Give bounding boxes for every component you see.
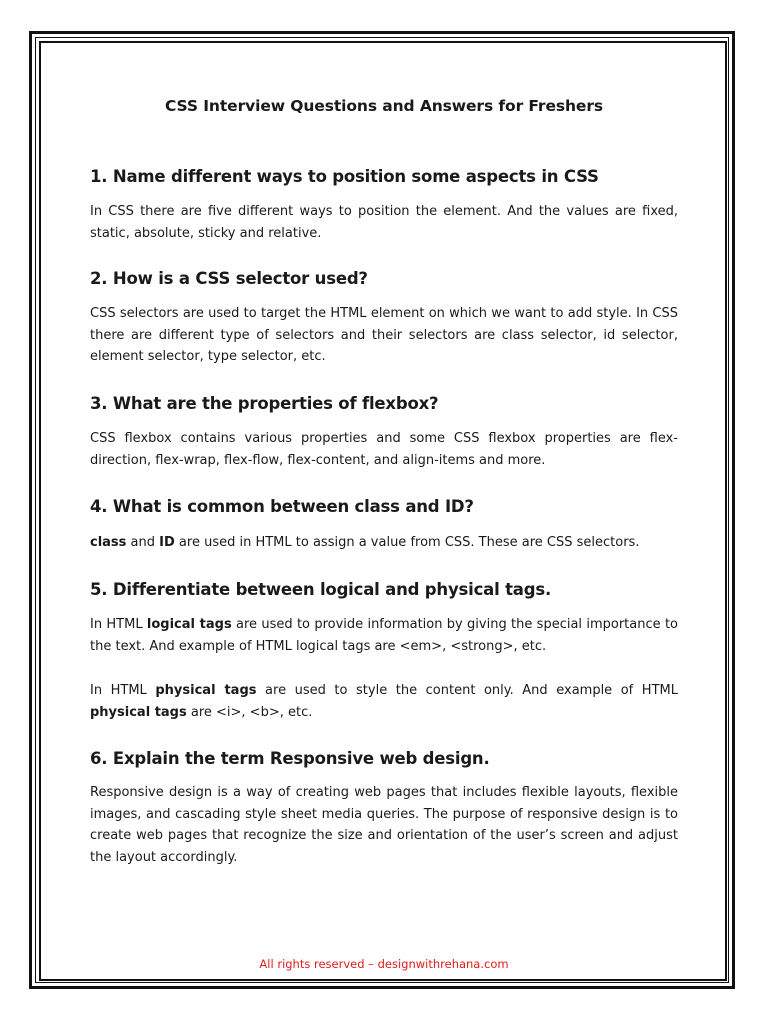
- text-run: In CSS there are five different ways to position the element. And the values are fixed, static, absolute, sticky and relative.: [90, 204, 678, 241]
- answer-paragraph: [90, 428, 678, 471]
- text-run: CSS selectors are used to target the HTML element on which we want to add style. In CSS there are different type of selectors and their selectors are class selector, id selector, element selector, type selector, etc.: [90, 306, 678, 364]
- bold-term: logical tags: [146, 617, 232, 632]
- text-run: Responsive design is a way of creating web pages that includes flexible layouts, flexible images, and cascading style sheet media queries. The purpose of responsive design is to create web pages that recognize the size and orientation of the user’s screen and adjust the layout accordingly.: [90, 785, 678, 865]
- text-run: are <i>, <b>, etc.: [186, 704, 313, 720]
- answer-paragraph: [90, 680, 678, 723]
- text-run: In HTML: [90, 683, 156, 698]
- text-run: are used in HTML to assign a value from CSS. These are CSS selectors.: [174, 535, 640, 550]
- document-title: CSS Interview Questions and Answers for Freshers: [164, 97, 604, 115]
- question-heading: 6. Explain the term Responsive web design.: [90, 749, 490, 768]
- text-run: CSS flexbox contains various properties and some CSS flexbox properties are flex-direction, flex-wrap, flex-flow, flex-content, and align-items and more.: [90, 431, 678, 468]
- answer-paragraph: [90, 782, 678, 868]
- question-heading: 5. Differentiate between logical and physical tags.: [90, 580, 552, 599]
- text-run: are used to style the content only. And example of HTML: [256, 683, 678, 698]
- question-heading: 3. What are the properties of flexbox?: [90, 394, 439, 413]
- question-heading: 4. What is common between class and ID?: [90, 497, 474, 516]
- bold-term: physical tags: [155, 683, 257, 698]
- bold-term: ID: [159, 535, 175, 550]
- text-run: In HTML: [90, 617, 147, 632]
- text-run: are used to provide information by giving the special importance to the text. And example of HTML logical tags are <em>, <strong>, etc.: [90, 617, 678, 654]
- answer-paragraph: [90, 532, 678, 554]
- bold-term: class: [90, 535, 127, 550]
- answer-paragraph: [90, 614, 678, 657]
- bold-term: physical tags: [90, 704, 187, 720]
- question-heading: 2. How is a CSS selector used?: [90, 269, 368, 288]
- question-heading: 1. Name different ways to position some aspects in CSS: [90, 167, 599, 186]
- answer-paragraph: [90, 303, 678, 368]
- answer-paragraph: [90, 201, 678, 244]
- footer-copyright: All rights reserved – designwithrehana.com: [259, 957, 509, 971]
- text-run: and: [126, 535, 160, 550]
